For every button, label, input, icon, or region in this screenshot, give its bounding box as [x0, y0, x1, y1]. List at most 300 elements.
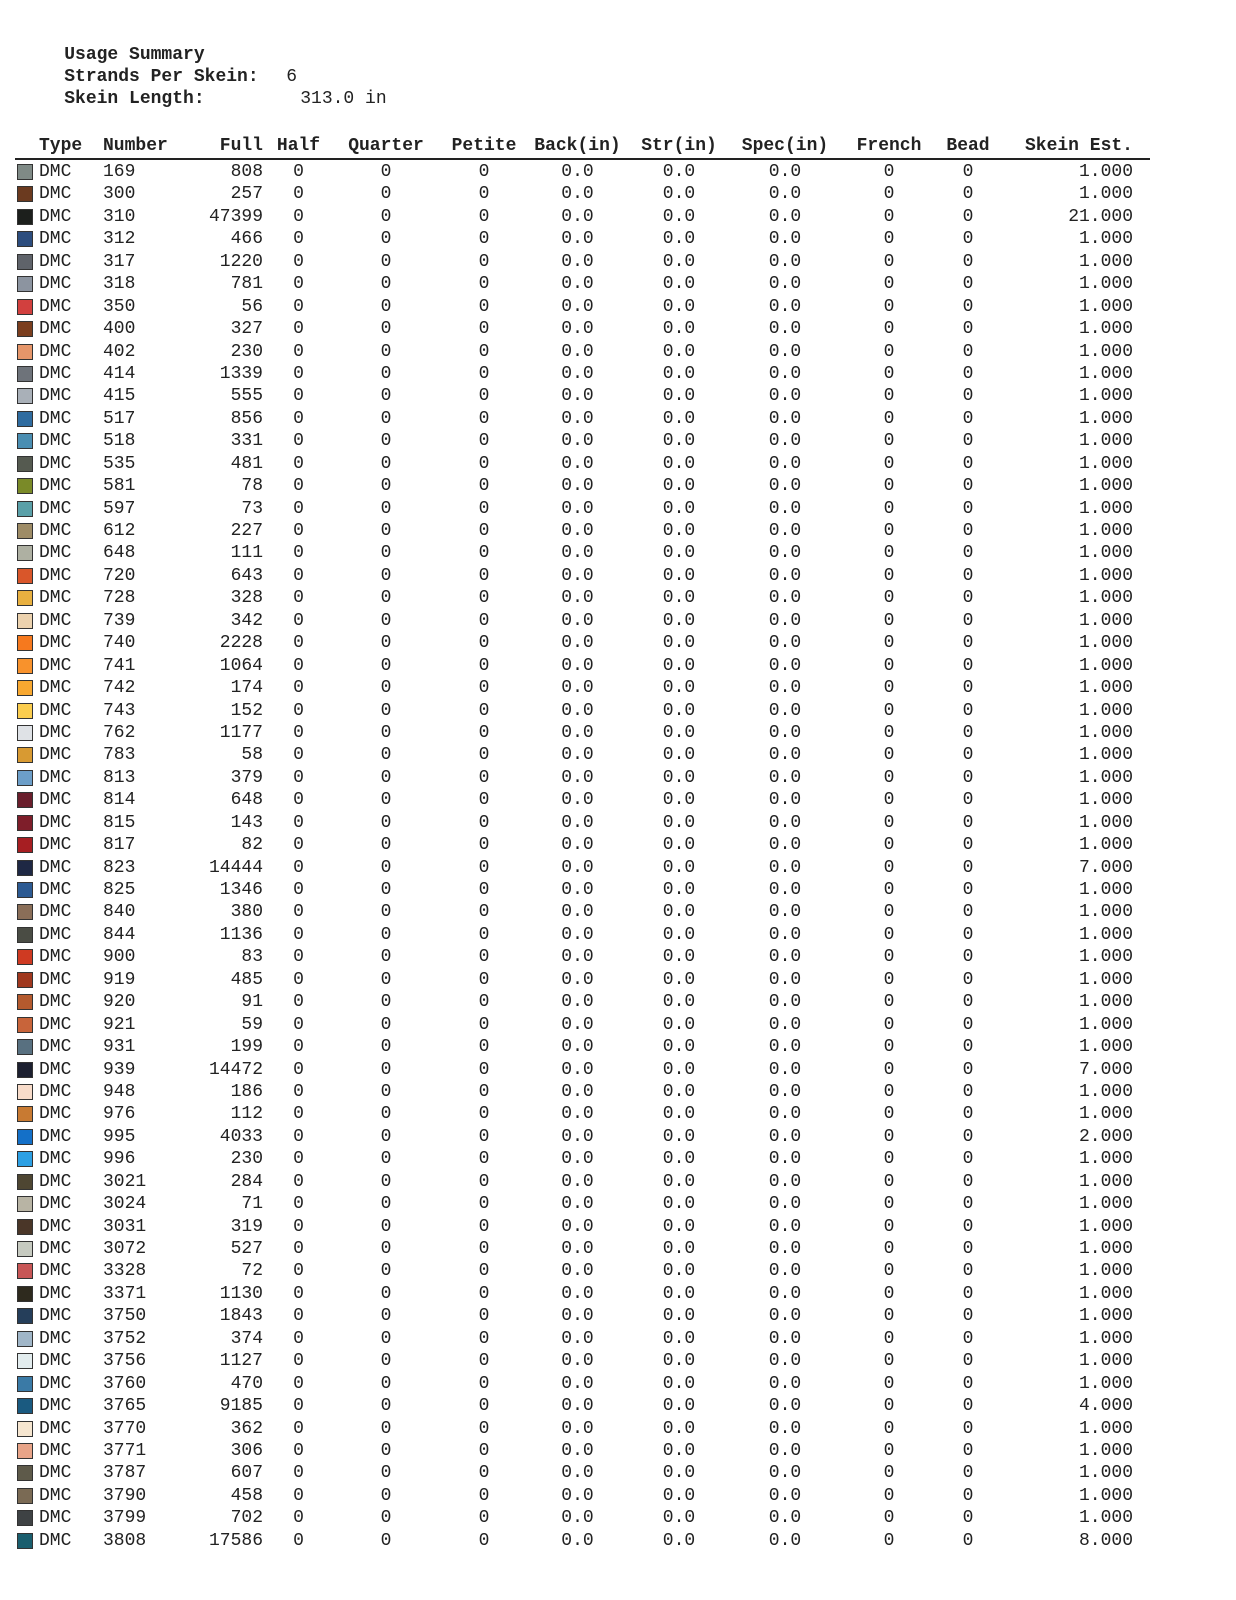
cell-number: 948 [103, 1081, 136, 1102]
cell-full: 1136 [219, 924, 263, 945]
cell-full: 1127 [219, 1351, 263, 1372]
cell-bead: 0 [962, 924, 974, 945]
color-swatch [17, 1106, 33, 1122]
cell-bead: 0 [962, 408, 974, 429]
cell-skein-est: 1.000 [1078, 992, 1133, 1013]
cell-spec: 0.0 [768, 924, 802, 945]
cell-str: 0.0 [662, 1149, 696, 1170]
color-swatch [17, 186, 33, 202]
cell-quarter: 0 [380, 1126, 392, 1147]
cell-petite: 0 [478, 857, 490, 878]
cell-back: 0.0 [561, 1418, 594, 1439]
cell-back: 0.0 [561, 476, 594, 497]
cell-str: 0.0 [662, 476, 696, 497]
cell-french: 0 [883, 1081, 895, 1102]
cell-bead: 0 [962, 902, 974, 923]
cell-type: DMC [39, 835, 72, 856]
cell-french: 0 [883, 1037, 895, 1058]
col-header-skein-est: Skein Est. [1024, 136, 1133, 156]
cell-french: 0 [883, 319, 895, 340]
cell-spec: 0.0 [768, 319, 802, 340]
cell-half: 0 [293, 992, 304, 1013]
cell-str: 0.0 [662, 767, 696, 788]
cell-quarter: 0 [380, 1351, 392, 1372]
cell-spec: 0.0 [768, 1283, 802, 1304]
cell-petite: 0 [478, 678, 490, 699]
cell-skein-est: 1.000 [1078, 296, 1133, 317]
cell-spec: 0.0 [768, 453, 802, 474]
color-swatch [17, 1533, 33, 1549]
cell-quarter: 0 [380, 1418, 392, 1439]
table-row [15, 632, 1150, 654]
table-row [15, 273, 1150, 295]
table-row [15, 857, 1150, 879]
cell-spec: 0.0 [768, 969, 802, 990]
cell-french: 0 [883, 1508, 895, 1529]
cell-bead: 0 [962, 1328, 974, 1349]
cell-petite: 0 [478, 700, 490, 721]
cell-spec: 0.0 [768, 1194, 802, 1215]
cell-number: 581 [103, 476, 136, 497]
cell-spec: 0.0 [768, 1149, 802, 1170]
cell-back: 0.0 [561, 162, 594, 182]
color-swatch [17, 837, 33, 853]
cell-bead: 0 [962, 1126, 974, 1147]
cell-spec: 0.0 [768, 1485, 802, 1506]
cell-french: 0 [883, 1283, 895, 1304]
cell-petite: 0 [478, 633, 490, 654]
cell-french: 0 [883, 296, 895, 317]
table-row [15, 1081, 1150, 1103]
cell-spec: 0.0 [768, 1261, 802, 1282]
cell-full: 555 [230, 386, 263, 407]
cell-skein-est: 1.000 [1078, 565, 1133, 586]
cell-spec: 0.0 [768, 1328, 802, 1349]
color-swatch [17, 164, 33, 180]
cell-full: 186 [230, 1081, 263, 1102]
cell-str: 0.0 [662, 206, 696, 227]
cell-number: 3790 [103, 1485, 147, 1506]
cell-back: 0.0 [561, 184, 594, 205]
cell-bead: 0 [962, 565, 974, 586]
cell-half: 0 [293, 1194, 304, 1215]
cell-quarter: 0 [380, 408, 392, 429]
cell-quarter: 0 [380, 162, 392, 182]
cell-french: 0 [883, 835, 895, 856]
color-swatch [17, 1039, 33, 1055]
cell-str: 0.0 [662, 386, 696, 407]
table-row [15, 991, 1150, 1013]
cell-spec: 0.0 [768, 902, 802, 923]
cell-full: 58 [241, 745, 263, 766]
cell-back: 0.0 [561, 229, 594, 250]
cell-type: DMC [39, 745, 72, 766]
cell-quarter: 0 [380, 1396, 392, 1417]
cell-back: 0.0 [561, 969, 594, 990]
cell-full: 702 [230, 1508, 263, 1529]
cell-skein-est: 2.000 [1078, 1126, 1133, 1147]
cell-half: 0 [293, 1351, 304, 1372]
cell-petite: 0 [478, 835, 490, 856]
color-swatch [17, 1353, 33, 1369]
col-header-number: Number [103, 136, 168, 156]
cell-spec: 0.0 [768, 745, 802, 766]
cell-french: 0 [883, 588, 895, 609]
cell-bead: 0 [962, 835, 974, 856]
cell-full: 83 [241, 947, 263, 968]
cell-french: 0 [883, 722, 895, 743]
table-row [15, 453, 1150, 475]
cell-str: 0.0 [662, 610, 696, 631]
color-swatch [17, 1488, 33, 1504]
cell-type: DMC [39, 1485, 72, 1506]
cell-french: 0 [883, 1306, 895, 1327]
table-row [15, 183, 1150, 205]
cell-petite: 0 [478, 319, 490, 340]
cell-number: 995 [103, 1126, 136, 1147]
cell-skein-est: 1.000 [1078, 1216, 1133, 1237]
col-header-quarter: Quarter [348, 136, 424, 156]
cell-skein-est: 1.000 [1078, 431, 1133, 452]
cell-back: 0.0 [561, 610, 594, 631]
cell-bead: 0 [962, 543, 974, 564]
color-swatch [17, 209, 33, 225]
color-swatch [17, 545, 33, 561]
cell-half: 0 [293, 880, 304, 900]
cell-petite: 0 [478, 1081, 490, 1102]
cell-str: 0.0 [662, 655, 696, 676]
cell-number: 783 [103, 745, 136, 766]
cell-back: 0.0 [561, 1351, 594, 1372]
color-swatch [17, 815, 33, 831]
cell-bead: 0 [962, 1037, 974, 1058]
cell-type: DMC [39, 1418, 72, 1439]
cell-quarter: 0 [380, 1194, 392, 1215]
cell-number: 415 [103, 386, 136, 407]
cell-bead: 0 [962, 1418, 974, 1439]
cell-spec: 0.0 [768, 790, 802, 811]
cell-skein-est: 1.000 [1078, 655, 1133, 676]
cell-back: 0.0 [561, 1440, 594, 1461]
length-value: 313.0 in [300, 89, 387, 109]
cell-number: 739 [103, 610, 136, 631]
cell-half: 0 [293, 1216, 304, 1237]
cell-skein-est: 1.000 [1078, 408, 1133, 429]
cell-type: DMC [39, 543, 72, 564]
table-row [15, 475, 1150, 497]
cell-spec: 0.0 [768, 229, 802, 250]
cell-french: 0 [883, 274, 895, 295]
cell-type: DMC [39, 319, 72, 340]
table-row [15, 1418, 1150, 1440]
cell-quarter: 0 [380, 1081, 392, 1102]
cell-full: 14472 [208, 1059, 263, 1080]
cell-full: 380 [230, 902, 263, 923]
color-swatch [17, 613, 33, 629]
cell-str: 0.0 [662, 229, 696, 250]
cell-skein-est: 1.000 [1078, 745, 1133, 766]
cell-full: 17586 [208, 1530, 263, 1551]
cell-quarter: 0 [380, 1059, 392, 1080]
cell-number: 740 [103, 633, 136, 654]
cell-full: 306 [230, 1440, 263, 1461]
cell-number: 169 [103, 162, 136, 182]
cell-half: 0 [293, 857, 304, 878]
cell-petite: 0 [478, 1530, 490, 1551]
color-swatch [17, 792, 33, 808]
cell-back: 0.0 [561, 588, 594, 609]
cell-quarter: 0 [380, 274, 392, 295]
cell-number: 3787 [103, 1463, 147, 1484]
cell-full: 781 [230, 274, 263, 295]
cell-bead: 0 [962, 1283, 974, 1304]
cell-str: 0.0 [662, 722, 696, 743]
table-row [15, 1530, 1150, 1552]
color-swatch [17, 1084, 33, 1100]
color-swatch [17, 388, 33, 404]
cell-back: 0.0 [561, 1171, 594, 1192]
table-row [15, 1507, 1150, 1529]
cell-bead: 0 [962, 251, 974, 272]
cell-back: 0.0 [561, 767, 594, 788]
cell-petite: 0 [478, 1149, 490, 1170]
cell-type: DMC [39, 947, 72, 968]
cell-skein-est: 1.000 [1078, 251, 1133, 272]
cell-full: 72 [241, 1261, 263, 1282]
cell-str: 0.0 [662, 1037, 696, 1058]
cell-french: 0 [883, 1396, 895, 1417]
table-row [15, 744, 1150, 766]
cell-half: 0 [293, 229, 304, 250]
cell-number: 741 [103, 655, 136, 676]
cell-bead: 0 [962, 498, 974, 519]
cell-full: 362 [230, 1418, 263, 1439]
cell-skein-est: 1.000 [1078, 880, 1133, 900]
cell-bead: 0 [962, 206, 974, 227]
table-row [15, 1440, 1150, 1462]
cell-petite: 0 [478, 184, 490, 205]
cell-french: 0 [883, 1014, 895, 1035]
color-swatch [17, 747, 33, 763]
cell-number: 844 [103, 924, 136, 945]
cell-spec: 0.0 [768, 610, 802, 631]
cell-number: 3799 [103, 1508, 147, 1529]
cell-quarter: 0 [380, 1104, 392, 1125]
cell-petite: 0 [478, 1440, 490, 1461]
cell-back: 0.0 [561, 1373, 594, 1394]
cell-petite: 0 [478, 902, 490, 923]
cell-bead: 0 [962, 700, 974, 721]
cell-spec: 0.0 [768, 1216, 802, 1237]
cell-back: 0.0 [561, 521, 594, 541]
cell-type: DMC [39, 1059, 72, 1080]
cell-str: 0.0 [662, 1059, 696, 1080]
cell-back: 0.0 [561, 386, 594, 407]
cell-french: 0 [883, 924, 895, 945]
cell-full: 91 [241, 992, 263, 1013]
cell-half: 0 [293, 1104, 304, 1125]
cell-quarter: 0 [380, 453, 392, 474]
cell-skein-est: 4.000 [1078, 1396, 1133, 1417]
color-swatch [17, 1263, 33, 1279]
cell-skein-est: 1.000 [1078, 453, 1133, 474]
cell-str: 0.0 [662, 790, 696, 811]
cell-petite: 0 [478, 274, 490, 295]
cell-spec: 0.0 [768, 722, 802, 743]
cell-str: 0.0 [662, 1418, 696, 1439]
cell-type: DMC [39, 1306, 72, 1327]
cell-type: DMC [39, 1328, 72, 1349]
cell-bead: 0 [962, 1059, 974, 1080]
cell-french: 0 [883, 1059, 895, 1080]
cell-petite: 0 [478, 1171, 490, 1192]
table-row [15, 1462, 1150, 1484]
cell-number: 3371 [103, 1283, 147, 1304]
cell-spec: 0.0 [768, 992, 802, 1013]
cell-bead: 0 [962, 1081, 974, 1102]
cell-french: 0 [883, 1530, 895, 1551]
cell-petite: 0 [478, 722, 490, 743]
cell-spec: 0.0 [768, 498, 802, 519]
cell-number: 931 [103, 1037, 136, 1058]
color-swatch [17, 725, 33, 741]
cell-skein-est: 1.000 [1078, 947, 1133, 968]
cell-str: 0.0 [662, 1306, 696, 1327]
cell-french: 0 [883, 700, 895, 721]
cell-type: DMC [39, 521, 72, 541]
cell-full: 466 [230, 229, 263, 250]
cell-full: 319 [230, 1216, 263, 1237]
cell-quarter: 0 [380, 251, 392, 272]
cell-petite: 0 [478, 408, 490, 429]
cell-str: 0.0 [662, 1485, 696, 1506]
cell-half: 0 [293, 1440, 304, 1461]
cell-type: DMC [39, 610, 72, 631]
cell-skein-est: 1.000 [1078, 498, 1133, 519]
cell-spec: 0.0 [768, 1463, 802, 1484]
cell-french: 0 [883, 1239, 895, 1259]
cell-str: 0.0 [662, 588, 696, 609]
cell-type: DMC [39, 363, 72, 384]
cell-quarter: 0 [380, 992, 392, 1013]
cell-quarter: 0 [380, 924, 392, 945]
table-row [15, 1036, 1150, 1058]
cell-skein-est: 21.000 [1068, 206, 1133, 227]
cell-back: 0.0 [561, 363, 594, 384]
cell-back: 0.0 [561, 453, 594, 474]
cell-half: 0 [293, 1306, 304, 1327]
cell-half: 0 [293, 633, 304, 654]
table-row [15, 587, 1150, 609]
cell-skein-est: 1.000 [1078, 1261, 1133, 1282]
cell-bead: 0 [962, 745, 974, 766]
cell-str: 0.0 [662, 678, 696, 699]
cell-spec: 0.0 [768, 1171, 802, 1192]
cell-number: 3024 [103, 1194, 147, 1215]
cell-bead: 0 [962, 610, 974, 631]
cell-skein-est: 1.000 [1078, 1485, 1133, 1506]
cell-quarter: 0 [380, 610, 392, 631]
cell-french: 0 [883, 1418, 895, 1439]
cell-type: DMC [39, 498, 72, 519]
cell-number: 813 [103, 767, 136, 788]
cell-french: 0 [883, 1328, 895, 1349]
cell-quarter: 0 [380, 498, 392, 519]
cell-type: DMC [39, 453, 72, 474]
color-swatch [17, 882, 33, 898]
cell-back: 0.0 [561, 1014, 594, 1035]
cell-bead: 0 [962, 1104, 974, 1125]
cell-petite: 0 [478, 992, 490, 1013]
cell-bead: 0 [962, 947, 974, 968]
cell-spec: 0.0 [768, 812, 802, 833]
cell-type: DMC [39, 880, 72, 900]
cell-spec: 0.0 [768, 1440, 802, 1461]
cell-half: 0 [293, 655, 304, 676]
table-row [15, 1238, 1150, 1260]
table-row [15, 1283, 1150, 1305]
table-row [15, 1059, 1150, 1081]
cell-quarter: 0 [380, 1261, 392, 1282]
cell-skein-est: 1.000 [1078, 678, 1133, 699]
cell-type: DMC [39, 924, 72, 945]
cell-full: 481 [230, 453, 263, 474]
table-row [15, 1260, 1150, 1282]
cell-french: 0 [883, 857, 895, 878]
cell-number: 402 [103, 341, 136, 362]
cell-type: DMC [39, 251, 72, 272]
cell-half: 0 [293, 565, 304, 586]
cell-number: 535 [103, 453, 136, 474]
cell-french: 0 [883, 251, 895, 272]
color-swatch [17, 994, 33, 1010]
cell-half: 0 [293, 1328, 304, 1349]
cell-bead: 0 [962, 229, 974, 250]
table-row [15, 408, 1150, 430]
cell-number: 996 [103, 1149, 136, 1170]
cell-skein-est: 1.000 [1078, 969, 1133, 990]
cell-half: 0 [293, 835, 304, 856]
cell-full: 174 [230, 678, 263, 699]
cell-half: 0 [293, 363, 304, 384]
cell-full: 856 [230, 408, 263, 429]
cell-quarter: 0 [380, 1171, 392, 1192]
cell-petite: 0 [478, 969, 490, 990]
cell-skein-est: 1.000 [1078, 1373, 1133, 1394]
table-row [15, 946, 1150, 968]
cell-quarter: 0 [380, 296, 392, 317]
cell-spec: 0.0 [768, 476, 802, 497]
cell-spec: 0.0 [768, 1037, 802, 1058]
cell-number: 318 [103, 274, 136, 295]
cell-spec: 0.0 [768, 363, 802, 384]
cell-half: 0 [293, 902, 304, 923]
cell-back: 0.0 [561, 1485, 594, 1506]
cell-spec: 0.0 [768, 1396, 802, 1417]
cell-petite: 0 [478, 1216, 490, 1237]
cell-str: 0.0 [662, 1216, 696, 1237]
cell-back: 0.0 [561, 296, 594, 317]
cell-french: 0 [883, 543, 895, 564]
cell-number: 728 [103, 588, 136, 609]
cell-skein-est: 1.000 [1078, 1440, 1133, 1461]
table-row [15, 206, 1150, 228]
cell-str: 0.0 [662, 745, 696, 766]
cell-quarter: 0 [380, 521, 392, 541]
cell-half: 0 [293, 678, 304, 699]
cell-bead: 0 [962, 633, 974, 654]
cell-str: 0.0 [662, 341, 696, 362]
